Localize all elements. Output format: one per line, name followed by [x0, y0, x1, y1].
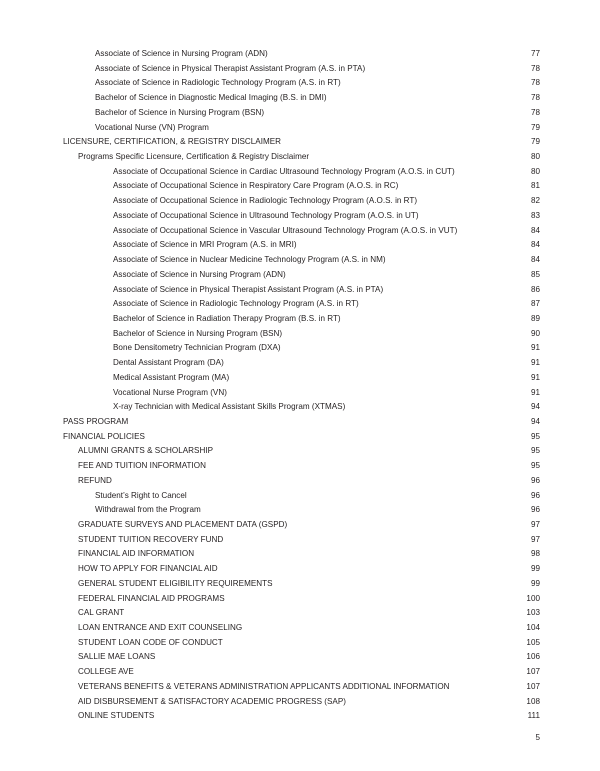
toc-entry[interactable]: [0, 297, 600, 312]
toc-entry[interactable]: [0, 371, 600, 386]
toc-entry-page-number: 95: [530, 446, 540, 456]
toc-entry-page-number: 81: [530, 181, 540, 191]
toc-entry[interactable]: [0, 665, 600, 680]
toc-entry-page-number: 85: [530, 269, 540, 279]
toc-entry-page-number: 78: [530, 78, 540, 88]
toc-entry-title: Associate of Science in Physical Therapist Assistant Program (A.S. in PTA): [113, 284, 384, 294]
toc-entry-title: PASS PROGRAM: [63, 416, 129, 426]
toc-entry[interactable]: [0, 577, 600, 592]
table-of-contents: [0, 47, 600, 724]
toc-entry-page-number: 97: [530, 520, 540, 529]
toc-entry-title: SALLIE MAE LOANS: [78, 652, 156, 662]
toc-entry-title: Associate of Science in Nuclear Medicine Technology Program (A.S. in NM): [113, 255, 386, 265]
toc-entry-title: Associate of Science in Nursing Program (ADN): [113, 269, 286, 279]
toc-entry-page-number: 91: [530, 372, 540, 382]
toc-entry-title: Bachelor of Science in Diagnostic Medical Imaging (B.S. in DMI): [95, 93, 327, 103]
toc-entry-page-number: 82: [530, 196, 540, 206]
toc-entry-title: Dental Assistant Program (DA): [113, 358, 224, 368]
toc-entry-page-number: 78: [530, 63, 540, 73]
toc-entry[interactable]: [0, 268, 600, 283]
toc-entry-title: Associate of Science in Nursing Program (ADN): [95, 49, 268, 58]
toc-entry-page-number: 87: [530, 299, 540, 309]
toc-entry[interactable]: [0, 386, 600, 401]
toc-entry[interactable]: [0, 459, 600, 474]
toc-entry-title: Associate of Science in MRI Program (A.S. in MRI): [113, 240, 297, 250]
toc-entry[interactable]: [0, 474, 600, 489]
toc-entry-title: Vocational Nurse (VN) Program: [95, 122, 209, 132]
toc-entry[interactable]: [0, 650, 600, 665]
toc-entry[interactable]: [0, 356, 600, 371]
toc-entry-page-number: 99: [530, 578, 540, 588]
toc-entry[interactable]: [0, 91, 600, 106]
toc-entry-page-number: 98: [530, 549, 540, 559]
toc-entry-title: Associate of Occupational Science in Ultrasound Technology Program (A.O.S. in UT): [113, 210, 419, 220]
toc-entry-title: COLLEGE AVE: [78, 667, 134, 677]
toc-entry[interactable]: [0, 489, 600, 504]
toc-entry-title: Withdrawal from the Program: [95, 505, 201, 515]
toc-entry[interactable]: [0, 444, 600, 459]
toc-entry-page-number: 94: [530, 402, 540, 412]
toc-entry-title: Associate of Science in Radiologic Technology Program (A.S. in RT): [95, 78, 341, 88]
toc-entry-page-number: 108: [526, 696, 540, 706]
toc-entry-title: FINANCIAL POLICIES: [63, 431, 145, 441]
toc-entry-page-number: 105: [526, 637, 540, 647]
toc-entry-page-number: 84: [530, 255, 540, 265]
toc-entry-page-number: 95: [530, 461, 540, 471]
toc-entry[interactable]: [0, 253, 600, 268]
toc-entry-page-number: 78: [530, 107, 540, 117]
toc-entry[interactable]: [0, 209, 600, 224]
toc-entry-page-number: 89: [530, 313, 540, 323]
toc-entry-title: Bachelor of Science in Nursing Program (BSN): [113, 328, 283, 338]
toc-entry[interactable]: [0, 106, 600, 121]
toc-entry[interactable]: [0, 224, 600, 239]
toc-entry-title: STUDENT TUITION RECOVERY FUND: [78, 534, 224, 544]
toc-entry[interactable]: [0, 636, 600, 651]
toc-entry-page-number: 84: [530, 225, 540, 235]
toc-entry[interactable]: [0, 283, 600, 298]
toc-entry-title: Bachelor of Science in Radiation Therapy Program (B.S. in RT): [113, 313, 341, 323]
toc-entry-title: LOAN ENTRANCE AND EXIT COUNSELING: [78, 623, 243, 633]
toc-entry[interactable]: [0, 135, 600, 150]
toc-entry[interactable]: [0, 238, 600, 253]
toc-entry-title: FEE AND TUITION INFORMATION: [78, 461, 206, 471]
toc-entry-page-number: 79: [530, 122, 540, 132]
toc-entry-title: Associate of Occupational Science in Respiratory Care Program (A.O.S. in RC): [113, 181, 399, 191]
toc-entry-title: Associate of Science in Physical Therapist Assistant Program (A.S. in PTA): [95, 63, 366, 73]
toc-entry-page-number: 97: [530, 534, 540, 544]
toc-entry-page-number: 90: [530, 328, 540, 338]
toc-entry-page-number: 99: [530, 564, 540, 574]
toc-entry-title: STUDENT LOAN CODE OF CONDUCT: [78, 637, 223, 647]
toc-entry[interactable]: [0, 709, 600, 724]
toc-entry-title: Associate of Occupational Science in Radiologic Technology Program (A.O.S. in RT): [113, 196, 418, 206]
toc-entry-title: X-ray Technician with Medical Assistant Skills Program (XTMAS): [113, 402, 346, 412]
toc-entry-page-number: 103: [526, 608, 540, 618]
toc-entry[interactable]: [0, 503, 600, 518]
toc-entry-title: Vocational Nurse Program (VN): [113, 387, 227, 397]
toc-entry[interactable]: [0, 533, 600, 548]
toc-entry[interactable]: [0, 179, 600, 194]
toc-entry-page-number: 78: [530, 93, 540, 103]
toc-entry-title: REFUND: [78, 475, 112, 485]
toc-entry[interactable]: [0, 47, 600, 62]
toc-entry-page-number: 96: [530, 505, 540, 515]
toc-entry[interactable]: [0, 194, 600, 209]
toc-entry[interactable]: [0, 518, 600, 533]
toc-entry[interactable]: [0, 76, 600, 91]
toc-entry[interactable]: [0, 62, 600, 77]
toc-entry-title: Bone Densitometry Technician Program (DXA): [113, 343, 281, 353]
toc-entry-page-number: 83: [530, 210, 540, 220]
toc-entry-page-number: 80: [530, 152, 540, 162]
toc-entry-title: Associate of Occupational Science in Cardiac Ultrasound Technology Program (A.O.S. in CUT): [113, 166, 455, 176]
toc-entry-title: FINANCIAL AID INFORMATION: [78, 549, 195, 559]
toc-entry-title: ONLINE STUDENTS: [78, 711, 155, 721]
toc-entry-page-number: 100: [526, 593, 540, 603]
toc-entry[interactable]: [0, 312, 600, 327]
toc-entry[interactable]: [0, 606, 600, 621]
toc-entry-page-number: 77: [530, 49, 540, 58]
toc-entry-title: HOW TO APPLY FOR FINANCIAL AID: [78, 564, 218, 574]
toc-entry[interactable]: [0, 327, 600, 342]
toc-entry-title: Associate of Science in Radiologic Technology Program (A.S. in RT): [113, 299, 359, 309]
toc-entry-title: CAL GRANT: [78, 608, 125, 618]
toc-entry[interactable]: [0, 592, 600, 607]
toc-entry-page-number: 84: [530, 240, 540, 250]
toc-entry[interactable]: [0, 150, 600, 165]
footer-page-number: 5: [535, 733, 540, 742]
toc-entry-title: Associate of Occupational Science in Vascular Ultrasound Technology Program (A.O.S. in VUT): [113, 225, 458, 235]
toc-entry-page-number: 104: [526, 623, 540, 633]
toc-entry-page-number: 91: [530, 343, 540, 353]
toc-entry[interactable]: [0, 165, 600, 180]
toc-entry-page-number: 107: [526, 667, 540, 677]
toc-entry-page-number: 94: [530, 416, 540, 426]
toc-entry-page-number: 91: [530, 387, 540, 397]
toc-entry[interactable]: [0, 562, 600, 577]
toc-entry-title: FEDERAL FINANCIAL AID PROGRAMS: [78, 593, 225, 603]
toc-entry-page-number: 80: [530, 166, 540, 176]
toc-entry-page-number: 86: [530, 284, 540, 294]
toc-entry-page-number: 111: [527, 711, 540, 721]
toc-entry-page-number: 96: [530, 475, 540, 485]
toc-entry[interactable]: [0, 680, 600, 695]
toc-entry-page-number: 107: [526, 681, 540, 691]
toc-entry[interactable]: [0, 621, 600, 636]
toc-entry[interactable]: [0, 547, 600, 562]
toc-entry[interactable]: [0, 341, 600, 356]
toc-entry-page-number: 95: [530, 431, 540, 441]
toc-entry-page-number: 96: [530, 490, 540, 500]
toc-entry-title: Student’s Right to Cancel: [95, 490, 187, 500]
toc-entry-title: Programs Specific Licensure, Certification & Registry Disclaimer: [78, 152, 310, 162]
toc-entry-page-number: 91: [530, 358, 540, 368]
toc-entry-title: AID DISBURSEMENT & SATISFACTORY ACADEMIC PROGRESS (SAP): [78, 696, 346, 706]
toc-entry[interactable]: [0, 430, 600, 445]
toc-entry-title: ALUMNI GRANTS & SCHOLARSHIP: [78, 446, 214, 456]
toc-entry[interactable]: [0, 695, 600, 710]
toc-entry-title: GENERAL STUDENT ELIGIBILITY REQUIREMENTS: [78, 578, 273, 588]
toc-entry-title: LICENSURE, CERTIFICATION, & REGISTRY DISCLAIMER: [63, 137, 282, 147]
toc-entry[interactable]: [0, 121, 600, 136]
toc-entry-title: VETERANS BENEFITS & VETERANS ADMINISTRATION APPLICANTS ADDITIONAL INFORMATION: [78, 681, 450, 691]
toc-entry-title: GRADUATE SURVEYS AND PLACEMENT DATA (GSPD): [78, 520, 288, 529]
toc-entry-title: Medical Assistant Program (MA): [113, 372, 230, 382]
toc-entry[interactable]: [0, 400, 600, 415]
toc-entry-page-number: 79: [530, 137, 540, 147]
toc-entry-title: Bachelor of Science in Nursing Program (BSN): [95, 107, 265, 117]
toc-entry-page-number: 106: [526, 652, 540, 662]
toc-entry[interactable]: [0, 415, 600, 430]
